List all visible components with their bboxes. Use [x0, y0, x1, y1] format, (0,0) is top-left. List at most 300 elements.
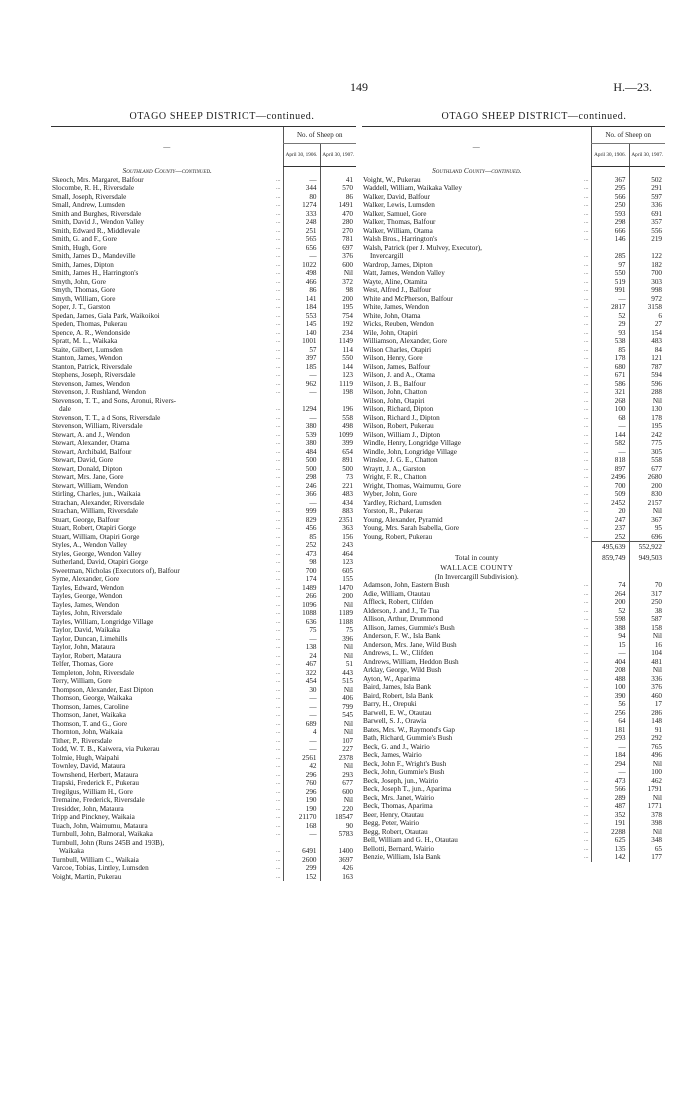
leader-dots: ... [276, 414, 281, 421]
table-row [51, 516, 356, 525]
owner-name: Smith and Burghes, Riversdale [52, 209, 142, 218]
table-row [51, 397, 356, 406]
table-row [51, 286, 356, 295]
leader-dots: ... [276, 219, 281, 225]
sheep-1906: 962 [283, 380, 320, 389]
sheep-1906: 344 [283, 184, 320, 193]
leader-dots: ... [276, 712, 281, 718]
leader-dots: ... [584, 709, 589, 716]
leader-dots: ... [584, 499, 589, 506]
owner-name-continuation: Invercargill [370, 252, 404, 260]
sheep-1907: 605 [320, 567, 356, 576]
owner-name: Bellotti, Bernard, Wairio [363, 844, 435, 853]
table-row [51, 592, 356, 601]
sheep-1906: 252 [283, 541, 320, 550]
sheep-1906: 6491 [283, 847, 320, 856]
owner-name: Waddell, William, Waikaka Valley [363, 184, 462, 192]
owner-name: Smyth, Thomas, Gore [52, 286, 116, 294]
sheep-1906: 178 [591, 354, 629, 363]
leader-dots: ... [584, 261, 589, 268]
leader-dots: ... [276, 618, 281, 625]
table-row [51, 201, 356, 210]
table-row [362, 482, 665, 491]
leader-dots: ... [584, 270, 589, 276]
sheep-1907: 2157 [629, 499, 665, 508]
sheep-1907: 305 [629, 448, 665, 457]
table-row [51, 618, 356, 627]
sheep-1907: 18547 [320, 813, 356, 822]
sheep-1907: 16 [629, 641, 665, 650]
sheep-1907: 600 [320, 788, 356, 797]
sheep-1906: 294 [591, 760, 629, 769]
table-row [51, 771, 356, 780]
sheep-1906: 321 [591, 388, 629, 397]
sheep-1907: 104 [629, 649, 665, 658]
sheep-1906: 57 [283, 346, 320, 355]
table-row [51, 779, 356, 788]
owner-name: Tayles, Edward, Wendon [52, 583, 124, 592]
sheep-1907: 443 [320, 669, 356, 678]
sheep-1906: 266 [283, 592, 320, 601]
owner-name: Stewart, Alexander, Otama [52, 439, 130, 447]
table-row [362, 167, 665, 176]
sheep-1907: 483 [320, 490, 356, 499]
sheep-1907: 787 [629, 363, 665, 372]
owner-name: Smith, G. and F., Gore [52, 235, 117, 243]
sheep-1906: 566 [591, 193, 629, 202]
leader-dots: ... [584, 287, 589, 293]
table-row [362, 405, 665, 414]
owner-name: Smyth, William, Gore [52, 294, 116, 303]
owner-name: Wilson, John, Otapiri [363, 396, 425, 405]
sheep-1907: Nil [320, 720, 356, 729]
owner-name: West, Alfred J., Balfour [363, 286, 432, 294]
table-row [362, 683, 665, 692]
table-row [362, 700, 665, 709]
owner-name: Tayles, John, Riversdale [52, 609, 123, 617]
sheep-1906: 298 [283, 473, 320, 482]
leader-dots: ... [276, 533, 281, 540]
sheep-1907: 498 [320, 422, 356, 431]
sheep-1906: 200 [591, 598, 629, 607]
sheep-1907: 998 [629, 286, 665, 295]
leader-dots: ... [584, 803, 589, 809]
sheep-1907: 196 [320, 405, 356, 414]
leader-dots: ... [276, 389, 281, 395]
table-row [362, 176, 665, 185]
sheep-1907: 500 [320, 465, 356, 474]
sheep-1907: 378 [629, 811, 665, 820]
owner-name: Walker, William, Otama [363, 226, 433, 235]
sheep-1907: 280 [320, 218, 356, 227]
table-row [362, 819, 665, 828]
table-row [362, 649, 665, 658]
table-row [51, 499, 356, 508]
table-row [362, 607, 665, 616]
leader-dots: ... [276, 261, 281, 268]
leader-dots: ... [276, 567, 281, 574]
sheep-1906: 671 [591, 371, 629, 380]
sheep-1906: 85 [283, 533, 320, 542]
table-row [362, 227, 665, 236]
leader-dots: ... [276, 278, 281, 285]
sheep-1907: Nil [320, 269, 356, 278]
owner-name: Spence, A. R., Wendonside [52, 328, 131, 337]
leader-dots: ... [276, 193, 281, 200]
sheep-1906: 299 [283, 864, 320, 873]
owner-name: Allison, Arthur, Drummond [363, 615, 443, 623]
leader-dots: ... [584, 837, 589, 843]
sheep-1907: 781 [320, 235, 356, 244]
sheep-1907: 1099 [320, 431, 356, 440]
sheep-1906: 390 [591, 692, 629, 701]
owner-name: Wilson Charles, Otapiri [363, 345, 432, 354]
sheep-1907: Nil [320, 652, 356, 661]
sheep-1907 [629, 573, 665, 582]
sheep-1906: 593 [591, 210, 629, 219]
owner-name: Smith, Hugh, Gore [52, 243, 107, 252]
owner-name: White, James, Wendon [363, 303, 429, 311]
owner-name: Williamson, Alexander, Gore [363, 337, 448, 345]
left-table-panel [51, 126, 356, 881]
sheep-1907: 221 [320, 482, 356, 491]
owner-name: Wardrop, James, Dipton [363, 260, 433, 269]
table-row [362, 269, 665, 278]
sheep-1906: 191 [591, 819, 629, 828]
sheep-1906: — [591, 422, 629, 431]
owner-name: Townley, David, Mataura [52, 762, 126, 770]
leader-dots: ... [584, 786, 589, 792]
sheep-1907: 130 [629, 405, 665, 414]
sheep-1906: 20 [591, 507, 629, 516]
sheep-1906: 24 [283, 652, 320, 661]
table-row [362, 448, 665, 457]
table-row [51, 669, 356, 678]
table-row [362, 632, 665, 641]
table-row [51, 465, 356, 474]
sheep-1906: 285 [591, 252, 629, 261]
table-row [51, 482, 356, 491]
sheep-1906: — [283, 371, 320, 380]
leader-dots: ... [584, 219, 589, 225]
sheep-1907: 227 [320, 745, 356, 754]
sheep-1906: 322 [283, 669, 320, 678]
leader-dots: ... [584, 278, 589, 285]
table-row [51, 244, 356, 253]
sheep-1906: 586 [591, 380, 629, 389]
sheep-1907: 754 [320, 312, 356, 321]
table-row [51, 303, 356, 312]
owner-name: Taylor, John, Mataura [52, 643, 116, 651]
sheep-1907: Nil [629, 666, 665, 675]
sheep-1907: Nil [320, 601, 356, 610]
owner-name: Wilson, Richard, Dipton [363, 405, 434, 413]
sheep-1907: Nil [629, 828, 665, 837]
owner-name: Taylor, Robert, Mataura [52, 651, 122, 660]
leader-dots: ... [276, 644, 281, 650]
owner-name: Windle, Henry, Longridge Village [363, 439, 461, 447]
leader-dots: ... [584, 845, 589, 852]
sheep-1907: 2351 [320, 516, 356, 525]
leader-dots: ... [584, 397, 589, 404]
sheep-1907: 2378 [320, 754, 356, 763]
owner-name: Tayles, William, Longridge Village [52, 617, 154, 626]
table-row [362, 615, 665, 624]
leader-dots: ... [276, 593, 281, 599]
owner-name: Thornton, John, Waikaia [52, 728, 123, 736]
sheep-1906: — [283, 703, 320, 712]
owner-name: Strachan, Alexander, Riversdale [52, 498, 145, 507]
sheep-1907: 114 [320, 346, 356, 355]
table-row [51, 312, 356, 321]
table-row-continuation [51, 405, 356, 414]
sheep-1907: 552,922 [629, 542, 665, 554]
table-row [362, 598, 665, 607]
owner-name: Wilson, Robert, Pukerau [363, 422, 434, 430]
sheep-1907: 570 [320, 184, 356, 193]
table-row [51, 805, 356, 814]
leader-dots: ... [276, 465, 281, 472]
owner-name: Walsh Bros., Harrington's [363, 235, 438, 243]
table-row [362, 516, 665, 525]
leader-dots: ... [584, 295, 589, 302]
owner-name: Stewart, David, Gore [52, 456, 114, 464]
owner-name: Smith, James D., Mandeville [52, 252, 136, 260]
leader-dots: ... [276, 780, 281, 786]
leader-dots: ... [276, 754, 281, 761]
owner-name: Walker, Samuel, Gore [363, 209, 427, 218]
leader-dots: ... [276, 737, 281, 744]
table-row [362, 675, 665, 684]
leader-dots: ... [584, 227, 589, 234]
table-row [362, 666, 665, 675]
owner-name: Trapski, Frederick F., Pukerau [52, 779, 139, 787]
right-table-body [362, 167, 665, 862]
left-table-body [51, 167, 356, 882]
leader-dots: ... [584, 641, 589, 648]
sheep-1906: 760 [283, 779, 320, 788]
sheep-1906 [591, 564, 629, 573]
sheep-1907: 357 [629, 218, 665, 227]
owner-name: Tither, P., Riversdale [52, 736, 112, 745]
owner-name-continuation: Waikaka [59, 847, 84, 855]
leader-dots: ... [584, 338, 589, 344]
table-row [362, 354, 665, 363]
sheep-1906: 185 [283, 363, 320, 372]
right-col-1906-header: April 30, 1906. [591, 144, 629, 167]
table-row [362, 573, 665, 582]
sheep-1907: 1149 [320, 337, 356, 346]
owner-name: Beck, Joseph T., jun., Aparima [363, 785, 452, 793]
leader-dots: ... [276, 627, 281, 633]
sheep-1907: 1188 [320, 618, 356, 627]
owner-name: Wayte, Aline, Otamita [363, 277, 428, 286]
table-row [51, 218, 356, 227]
owner-name: Affleck, Robert, Clifden [363, 598, 434, 606]
sheep-1906: 456 [283, 524, 320, 533]
sheep-1906: — [591, 295, 629, 304]
sheep-1907: 460 [629, 692, 665, 701]
table-row [362, 465, 665, 474]
sheep-1907: Nil [629, 632, 665, 641]
sheep-1906: 1022 [283, 261, 320, 270]
leader-dots: ... [276, 550, 281, 557]
sheep-1907: 883 [320, 507, 356, 516]
leader-dots: ... [584, 760, 589, 767]
sheep-1906: 466 [283, 278, 320, 287]
table-row [51, 788, 356, 797]
table-row [51, 337, 356, 346]
sheep-1906: 859,749 [591, 553, 629, 564]
sheep-1906: — [283, 176, 320, 185]
sheep-1906: 598 [591, 615, 629, 624]
leader-dots: ... [584, 389, 589, 395]
leader-dots: ... [584, 684, 589, 690]
owner-name: Skeoch, Mrs. Margaret, Balfour [52, 175, 144, 184]
sheep-1907: 1791 [629, 785, 665, 794]
table-row [362, 184, 665, 193]
owner-name: Townshend, Herbert, Mataura [52, 770, 139, 779]
table-row [362, 414, 665, 423]
sheep-1907: 155 [320, 575, 356, 584]
sheep-1907: 288 [629, 388, 665, 397]
leader-dots: ... [276, 270, 281, 276]
table-row [362, 303, 665, 312]
table-row [362, 397, 665, 406]
sheep-1906: 689 [283, 720, 320, 729]
sheep-1907: 250 [629, 598, 665, 607]
sheep-1907: 2680 [629, 473, 665, 482]
sheep-1906: 85 [591, 346, 629, 355]
table-row [51, 694, 356, 703]
owner-name: Stuart, William, Otapiri Gorge [52, 532, 140, 541]
table-row [51, 567, 356, 576]
sheep-1907: 6 [629, 312, 665, 321]
sheep-1906: 397 [283, 354, 320, 363]
table-row [362, 581, 665, 590]
leader-dots: ... [584, 210, 589, 217]
sheep-1906: 56 [591, 700, 629, 709]
sheep-1907: 90 [320, 822, 356, 831]
table-row [362, 542, 665, 554]
sheep-1907: Nil [320, 686, 356, 695]
sheep-1906: 184 [283, 303, 320, 312]
sheep-1907: 775 [629, 439, 665, 448]
sheep-1906: 666 [591, 227, 629, 236]
sheep-1907: 558 [629, 456, 665, 465]
owner-name: Terry, William, Gore [52, 677, 112, 685]
sheep-1906: 181 [591, 726, 629, 735]
table-row [362, 388, 665, 397]
leader-dots: ... [276, 788, 281, 795]
leader-dots: ... [584, 516, 589, 523]
sheep-1906: — [591, 743, 629, 752]
table-row [51, 703, 356, 712]
sheep-1907: 336 [629, 675, 665, 684]
right-sheep-group-header: No. of Sheep on [591, 127, 665, 144]
sheep-1907: 830 [629, 490, 665, 499]
sheep-1906 [591, 573, 629, 582]
sheep-1906: 1096 [283, 601, 320, 610]
owner-name: Sweetman, Nicholas (Executors of), Balfour [52, 566, 180, 575]
sheep-1907: 41 [320, 176, 356, 185]
sheep-1906: 94 [591, 632, 629, 641]
leader-dots: ... [276, 423, 281, 429]
sheep-1907: 270 [320, 227, 356, 236]
owner-name: Tuach, John, Waimumu, Mataura [52, 821, 148, 830]
sheep-1907: 291 [629, 184, 665, 193]
sheep-1906: 264 [591, 590, 629, 599]
leader-dots: ... [276, 771, 281, 778]
table-row [51, 643, 356, 652]
sheep-1906: 142 [591, 853, 629, 862]
leader-dots: ... [276, 431, 281, 438]
leader-dots: ... [584, 616, 589, 622]
leader-dots: ... [276, 440, 281, 446]
table-row [51, 380, 356, 389]
sheep-1906: 2288 [591, 828, 629, 837]
sheep-1906: 388 [591, 624, 629, 633]
table-row [51, 252, 356, 261]
sheep-1907: 243 [320, 541, 356, 550]
leader-dots: ... [276, 457, 281, 463]
sheep-1906: 80 [283, 193, 320, 202]
leader-dots: ... [584, 346, 589, 353]
leader-dots: ... [276, 822, 281, 829]
sheep-1907: 317 [629, 590, 665, 599]
owner-name: Allison, James, Gummie's Bush [363, 623, 455, 632]
sheep-1907: 38 [629, 607, 665, 616]
owner-name: Stewart, Mrs. Jane, Gore [52, 473, 124, 481]
leader-dots: ... [276, 304, 281, 310]
owner-name: Spedan, James, Gala Park, Waikoikoi [52, 311, 160, 320]
sheep-1907: Nil [629, 794, 665, 803]
sheep-1906: 296 [283, 771, 320, 780]
leader-dots: ... [276, 355, 281, 361]
owner-name: Templeton, John, Riversdale [52, 668, 135, 677]
leader-dots: ... [584, 718, 589, 724]
sheep-1906: 250 [591, 201, 629, 210]
leader-dots: ... [584, 193, 589, 200]
leader-dots: ... [584, 820, 589, 826]
owner-name: Young, Robert, Pukerau [363, 532, 433, 541]
table-row [362, 244, 665, 253]
owner-name: Voight, W., Pukerau [363, 175, 421, 184]
sheep-1906: 509 [591, 490, 629, 499]
sheep-1907: 1470 [320, 584, 356, 593]
sheep-1907: 73 [320, 473, 356, 482]
sheep-1906: 68 [591, 414, 629, 423]
table-row [362, 380, 665, 389]
leader-dots: ... [276, 610, 281, 616]
leader-dots: ... [276, 516, 281, 523]
table-row [51, 550, 356, 559]
sheep-1906: 352 [591, 811, 629, 820]
table-row [51, 524, 356, 533]
leader-dots: ... [276, 380, 281, 387]
owner-name: Styles, A., Wendon Valley [52, 541, 128, 549]
sheep-1907: Nil [629, 507, 665, 516]
sheep-1907: 697 [320, 244, 356, 253]
sheep-1907: 5783 [320, 830, 356, 839]
leader-dots: ... [584, 406, 589, 412]
owner-name: Stevenson, William, Riversdale [52, 422, 143, 430]
sheep-1906: 566 [591, 785, 629, 794]
leader-dots: ... [584, 202, 589, 208]
sheep-1906: 991 [591, 286, 629, 295]
right-col-1907-header: April 30, 1907. [629, 144, 665, 167]
table-row [362, 363, 665, 372]
